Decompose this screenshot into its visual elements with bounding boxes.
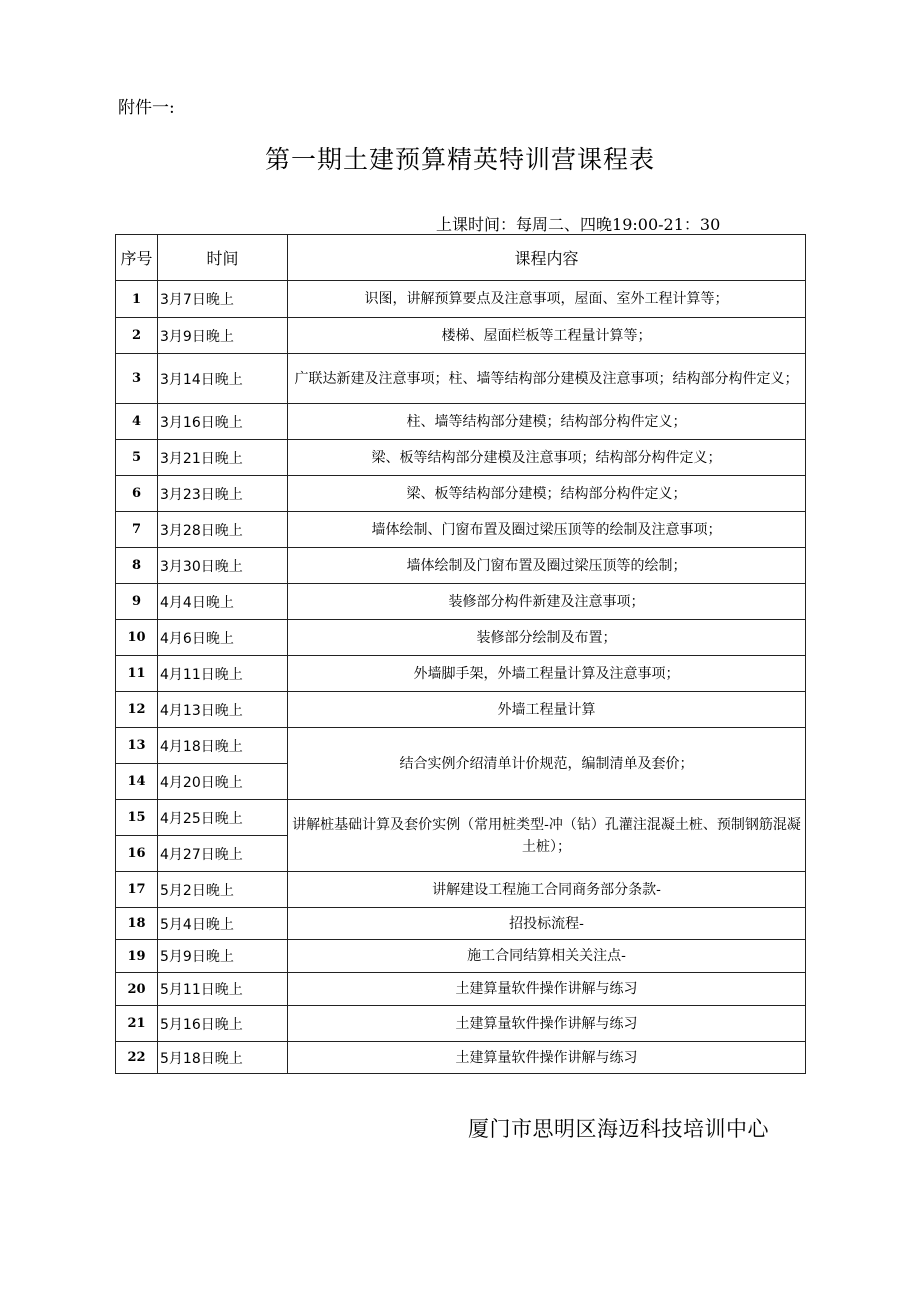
- table-row: [116, 404, 806, 440]
- course-table: [115, 234, 806, 1074]
- row-time: 4月11日晚上: [158, 656, 288, 692]
- header-time: 时间: [158, 235, 288, 281]
- row-time: 4月13日晚上: [158, 692, 288, 728]
- table-row: [116, 281, 806, 318]
- row-number: 21: [116, 1006, 158, 1042]
- table-row: [116, 512, 806, 548]
- table-row: [116, 584, 806, 620]
- row-content: 装修部分绘制及布置；: [288, 620, 806, 656]
- row-number: 8: [116, 548, 158, 584]
- row-time: 5月18日晚上: [158, 1042, 288, 1074]
- row-time: 4月27日晚上: [158, 836, 288, 872]
- row-content: 梁、板等结构部分建模及注意事项；结构部分构件定义；: [288, 440, 806, 476]
- row-time: 4月6日晚上: [158, 620, 288, 656]
- row-number: 13: [116, 728, 158, 764]
- row-time: 3月9日晚上: [158, 318, 288, 354]
- table-row: [116, 940, 806, 973]
- row-time: 5月9日晚上: [158, 940, 288, 973]
- row-time: 5月16日晚上: [158, 1006, 288, 1042]
- table-row: [116, 476, 806, 512]
- table-row: [116, 620, 806, 656]
- table-row: [116, 1006, 806, 1042]
- row-number: 16: [116, 836, 158, 872]
- row-number: 5: [116, 440, 158, 476]
- table-row: [116, 973, 806, 1006]
- row-time: 5月11日晚上: [158, 973, 288, 1006]
- table-row: [116, 1042, 806, 1074]
- row-content: 外墙工程量计算: [288, 692, 806, 728]
- row-content: 讲解建设工程施工合同商务部分条款-: [288, 872, 806, 908]
- row-number: 15: [116, 800, 158, 836]
- row-time: 5月4日晚上: [158, 908, 288, 940]
- row-number: 9: [116, 584, 158, 620]
- organization-name: 厦门市思明区海迈科技培训中心: [468, 1117, 769, 1141]
- row-content: 结合实例介绍清单计价规范，编制清单及套价；: [288, 728, 806, 800]
- row-content: 识图，讲解预算要点及注意事项，屋面、室外工程计算等；: [288, 281, 806, 318]
- row-content: 墙体绘制及门窗布置及圈过梁压顶等的绘制；: [288, 548, 806, 584]
- row-content: 楼梯、屋面栏板等工程量计算等；: [288, 318, 806, 354]
- row-content: 土建算量软件操作讲解与练习: [288, 973, 806, 1006]
- row-number: 10: [116, 620, 158, 656]
- row-number: 7: [116, 512, 158, 548]
- row-content: 讲解桩基础计算及套价实例（常用桩类型-冲（钻）孔灌注混凝土桩、预制钢筋混凝土桩）；: [288, 800, 806, 872]
- table-header-row: [116, 235, 806, 281]
- row-number: 2: [116, 318, 158, 354]
- row-number: 19: [116, 940, 158, 973]
- row-content: 墙体绘制、门窗布置及圈过梁压顶等的绘制及注意事项；: [288, 512, 806, 548]
- table-row: [116, 800, 806, 836]
- row-number: 18: [116, 908, 158, 940]
- table-row: [116, 872, 806, 908]
- row-time: 4月4日晚上: [158, 584, 288, 620]
- schedule-label: 上课时间：每周二、四晚: [436, 215, 613, 234]
- table-row: [116, 908, 806, 940]
- table-row: [116, 440, 806, 476]
- table-row: [116, 692, 806, 728]
- header-no: 序号: [116, 235, 158, 281]
- row-content: 外墙脚手架，外墙工程量计算及注意事项；: [288, 656, 806, 692]
- row-time: 4月18日晚上: [158, 728, 288, 764]
- row-number: 22: [116, 1042, 158, 1074]
- row-number: 14: [116, 764, 158, 800]
- row-time: 3月7日晚上: [158, 281, 288, 318]
- page-title: 第一期土建预算精英特训营课程表: [264, 145, 655, 174]
- table-row: [116, 728, 806, 764]
- row-time: 3月23日晚上: [158, 476, 288, 512]
- row-time: 4月25日晚上: [158, 800, 288, 836]
- row-time: 3月28日晚上: [158, 512, 288, 548]
- row-content: 广联达新建及注意事项；柱、墙等结构部分建模及注意事项；结构部分构件定义；: [288, 354, 806, 404]
- row-content: 土建算量软件操作讲解与练习: [288, 1042, 806, 1074]
- row-time: 3月16日晚上: [158, 404, 288, 440]
- row-number: 6: [116, 476, 158, 512]
- row-content: 招投标流程-: [288, 908, 806, 940]
- row-time: 3月21日晚上: [158, 440, 288, 476]
- row-content: 土建算量软件操作讲解与练习: [288, 1006, 806, 1042]
- header-content: 课程内容: [288, 235, 806, 281]
- row-number: 12: [116, 692, 158, 728]
- row-number: 4: [116, 404, 158, 440]
- table-row: [116, 354, 806, 404]
- row-time: 4月20日晚上: [158, 764, 288, 800]
- row-time: 3月30日晚上: [158, 548, 288, 584]
- table-row: [116, 318, 806, 354]
- row-time: 5月2日晚上: [158, 872, 288, 908]
- table-row: [116, 548, 806, 584]
- table-row: [116, 656, 806, 692]
- row-number: 20: [116, 973, 158, 1006]
- schedule-hours: 19:00-21：30: [612, 215, 721, 234]
- row-number: 3: [116, 354, 158, 404]
- row-content: 梁、板等结构部分建模；结构部分构件定义；: [288, 476, 806, 512]
- row-number: 11: [116, 656, 158, 692]
- row-number: 1: [116, 281, 158, 318]
- row-content: 施工合同结算相关关注点-: [288, 940, 806, 973]
- row-content: 柱、墙等结构部分建模；结构部分构件定义；: [288, 404, 806, 440]
- row-content: 装修部分构件新建及注意事项；: [288, 584, 806, 620]
- row-number: 17: [116, 872, 158, 908]
- class-schedule: [436, 212, 720, 235]
- attachment-label: 附件一:: [118, 98, 175, 118]
- row-time: 3月14日晚上: [158, 354, 288, 404]
